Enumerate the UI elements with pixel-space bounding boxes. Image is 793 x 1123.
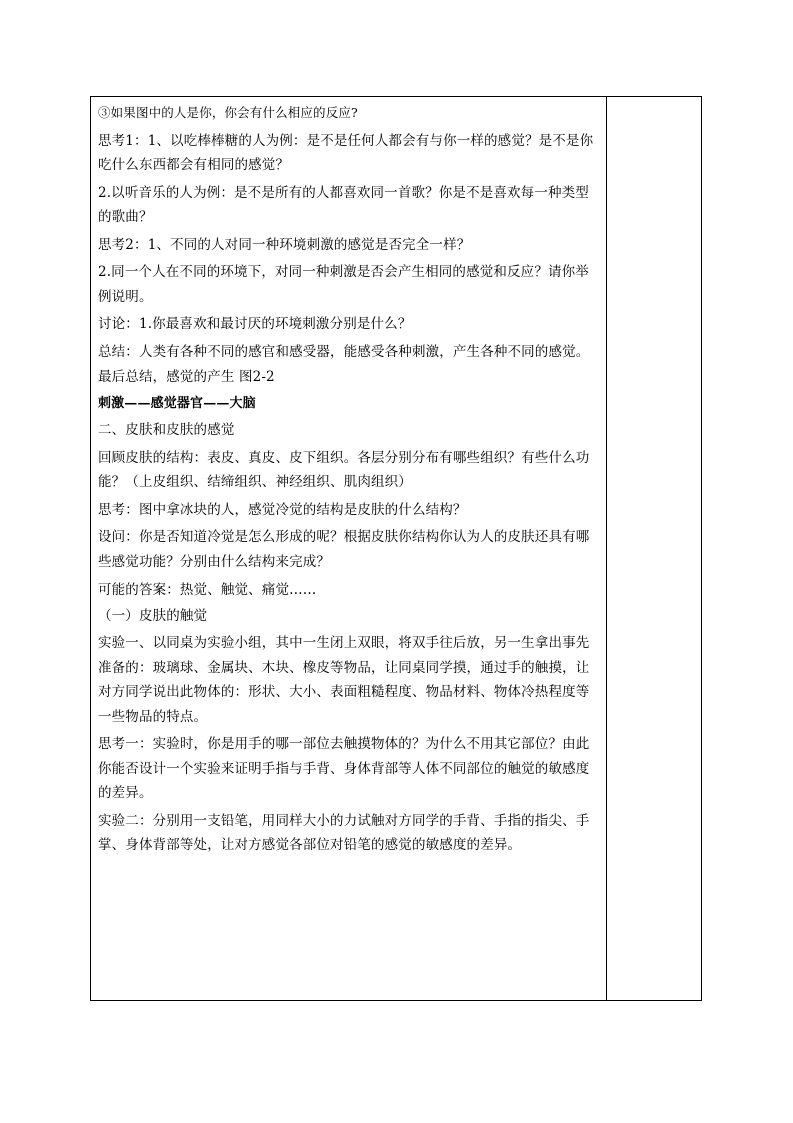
text-line-10: 总结：人类有各种不同的感官和感受器，能感受各种刺激，产生各种不同的感觉。 (98, 344, 590, 361)
text-line-24: 一些物品的特点。 (98, 708, 208, 725)
text-line-19: 可能的答案：热觉、触觉、痛觉…… (98, 581, 317, 598)
text-line-17: 设问：你是否知道冷觉是怎么形成的呢？根据皮肤你结构你认为人的皮肤还具有哪 (98, 529, 590, 546)
notes-cell (607, 97, 701, 1000)
text-line-4: 2.以听音乐的人为例：是不是所有的人都喜欢同一首歌？你是不是喜欢每一种类型 (98, 184, 589, 201)
text-line-15: 能？（上皮组织、结缔组织、神经组织、肌肉组织） (98, 474, 412, 491)
content-cell (91, 97, 607, 1000)
text-line-1: ③如果图中的人是你，你会有什么相应的反应? (98, 105, 358, 120)
text-line-5: 的歌曲？ (98, 209, 153, 226)
lesson-table (90, 96, 702, 1001)
text-line-13: 二、皮肤和皮肤的感觉 (98, 422, 235, 439)
text-line-12: 刺激——感觉器官——大脑 (98, 396, 256, 412)
text-line-23: 对方同学说出此物体的：形状、大小、表面粗糙程度、物品材料、物体冷热程度等 (98, 684, 590, 701)
text-line-8: 例说明。 (98, 288, 153, 305)
text-line-29: 掌、身体背部等处，让对方感觉各部位对铅笔的感觉的敏感度的差异。 (98, 837, 522, 854)
text-line-28: 实验二：分别用一支铅笔，用同样大小的力试触对方同学的手背、手指的指尖、手 (98, 812, 590, 829)
text-line-11: 最后总结，感觉的产生 图2-2 (98, 368, 275, 385)
text-line-25: 思考一：实验时，你是用手的哪一部位去触摸物体的？为什么不用其它部位？由此 (98, 736, 590, 753)
text-line-9: 讨论：1.你最喜欢和最讨厌的环境刺激分别是什么？ (98, 316, 412, 333)
text-line-14: 回顾皮肤的结构：表皮、真皮、皮下组织。各层分别分布有哪些组织？有些什么功 (98, 449, 590, 466)
text-line-3: 吃什么东西都会有相同的感觉？ (98, 157, 290, 174)
text-line-18: 些感觉功能？分别由什么结构来完成？ (98, 553, 331, 570)
text-line-20: （一）皮肤的触觉 (98, 607, 208, 624)
text-line-22: 准备的：玻璃球、金属块、木块、橡皮等物品，让同桌同学摸，通过手的触摸，让 (98, 659, 590, 676)
text-line-6: 思考2：1、不同的人对同一种环境刺激的感觉是否完全一样？ (98, 236, 471, 253)
text-line-26: 你能否设计一个实验来证明手指与手背、身体背部等人体不同部位的触觉的敏感度 (98, 760, 590, 777)
text-line-7: 2.同一个人在不同的环境下，对同一种刺激是否会产生相同的感觉和反应？请你举 (98, 264, 589, 281)
text-line-2: 思考1：1、以吃棒棒糖的人为例：是不是任何人都会有与你一样的感觉？是不是你 (98, 132, 594, 149)
text-line-27: 的差异。 (98, 785, 153, 802)
text-line-21: 实验一、以同桌为实验小组，其中一生闭上双眼，将双手往后放，另一生拿出事先 (98, 635, 590, 652)
text-line-16: 思考：图中拿冰块的人，感觉冷觉的结构是皮肤的什么结构？ (98, 501, 467, 518)
